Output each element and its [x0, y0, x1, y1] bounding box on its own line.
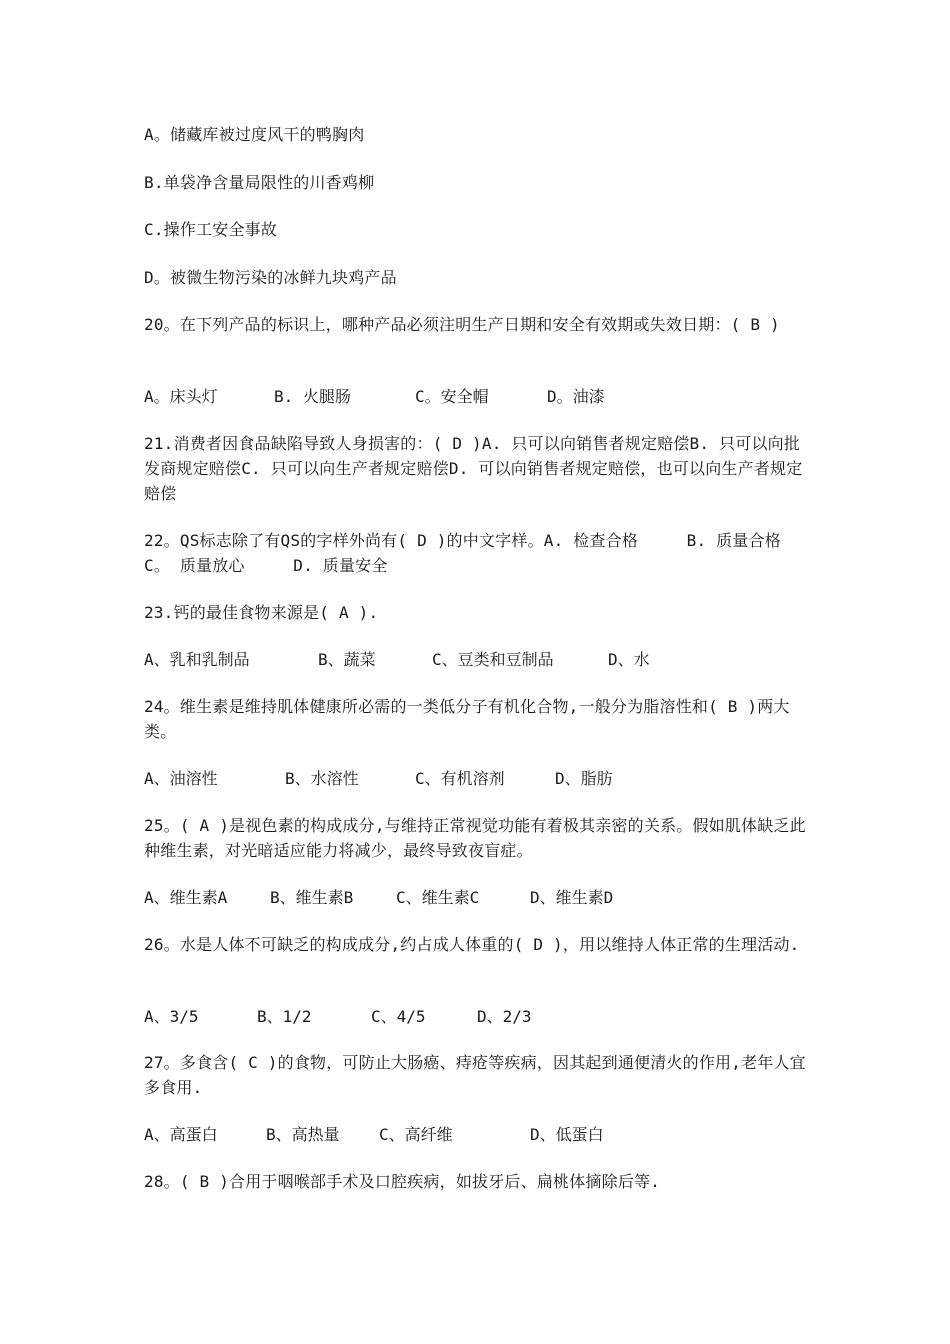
q20-option-b: B. 火腿肠	[274, 387, 351, 406]
q23-option-a: A、乳和乳制品	[144, 650, 250, 669]
q19-option-a: A。储藏库被过度风干的鸭胸肉	[144, 125, 365, 144]
q23-option-d: D、水	[608, 650, 650, 669]
q26-option-c: C、4/5	[371, 1007, 426, 1026]
q23-option-c: C、豆类和豆制品	[432, 650, 554, 669]
question-20: 20。在下列产品的标识上，哪种产品必须注明生产日期和安全有效期或失效日期：( B )	[144, 315, 780, 334]
q27-option-b: B、高热量	[266, 1125, 340, 1144]
q20-option-d: D。油漆	[547, 387, 605, 406]
q25-option-c: C、维生素C	[396, 888, 480, 907]
q19-option-b: B.单袋净含量局限性的川香鸡柳	[144, 173, 375, 192]
q24-option-b: B、水溶性	[285, 769, 359, 788]
question-27: 27。多食含( C )的食物，可防止大肠癌、痔疮等疾病，因其起到通便清火的作用,老年人宜多食用.	[144, 1053, 806, 1097]
question-25: 25。( A )是视色素的构成成分,与维持正常视觉功能有着极其亲密的关系。假如肌体缺乏此种维生素，对光暗适应能力将减少，最终导致夜盲症。	[144, 816, 806, 860]
q26-option-a: A、3/5	[144, 1007, 199, 1026]
q26-option-d: D、2/3	[477, 1007, 532, 1026]
q23-option-b: B、蔬菜	[318, 650, 376, 669]
q27-option-c: C、高纤维	[379, 1125, 453, 1144]
q25-option-a: A、维生素A	[144, 888, 228, 907]
q20-option-c: C。安全帽	[415, 387, 489, 406]
q20-option-a: A。床头灯	[144, 387, 218, 406]
question-22: 22。QS标志除了有QS的字样外尚有( D )的中文字样。A. 检查合格 B. 质量合格 C。 质量放心 D. 质量安全	[144, 531, 830, 575]
q24-option-a: A、油溶性	[144, 769, 218, 788]
q27-option-d: D、低蛋白	[530, 1125, 604, 1144]
q24-option-d: D、脂肪	[555, 769, 613, 788]
question-21: 21.消费者因食品缺陷导致人身损害的：( D )A. 只可以向销售者规定赔偿B. 只可以向批发商规定赔偿C. 只可以向生产者规定赔偿D. 可以向销售者规定赔偿，也可以向生产者规定赔偿	[144, 434, 803, 503]
q19-option-c: C.操作工安全事故	[144, 220, 278, 239]
question-28: 28。( B )合用于咽喉部手术及口腔疾病，如拔牙后、扁桃体摘除后等.	[144, 1172, 661, 1191]
q25-option-b: B、维生素B	[270, 888, 354, 907]
q24-option-c: C、有机溶剂	[415, 769, 505, 788]
q27-option-a: A、高蛋白	[144, 1125, 218, 1144]
q26-option-b: B、1/2	[257, 1007, 312, 1026]
question-23: 23.钙的最佳食物来源是( A ).	[144, 603, 379, 622]
question-24: 24。维生素是维持肌体健康所必需的一类低分子有机化合物,一般分为脂溶性和( B )两大类。	[144, 697, 790, 741]
question-26: 26。水是人体不可缺乏的构成成分,约占成人体重的( D )，用以维持人体正常的生理活动.	[144, 935, 800, 954]
q25-option-d: D、维生素D	[530, 888, 614, 907]
q19-option-d: D。被微生物污染的冰鲜九块鸡产品	[144, 268, 397, 287]
